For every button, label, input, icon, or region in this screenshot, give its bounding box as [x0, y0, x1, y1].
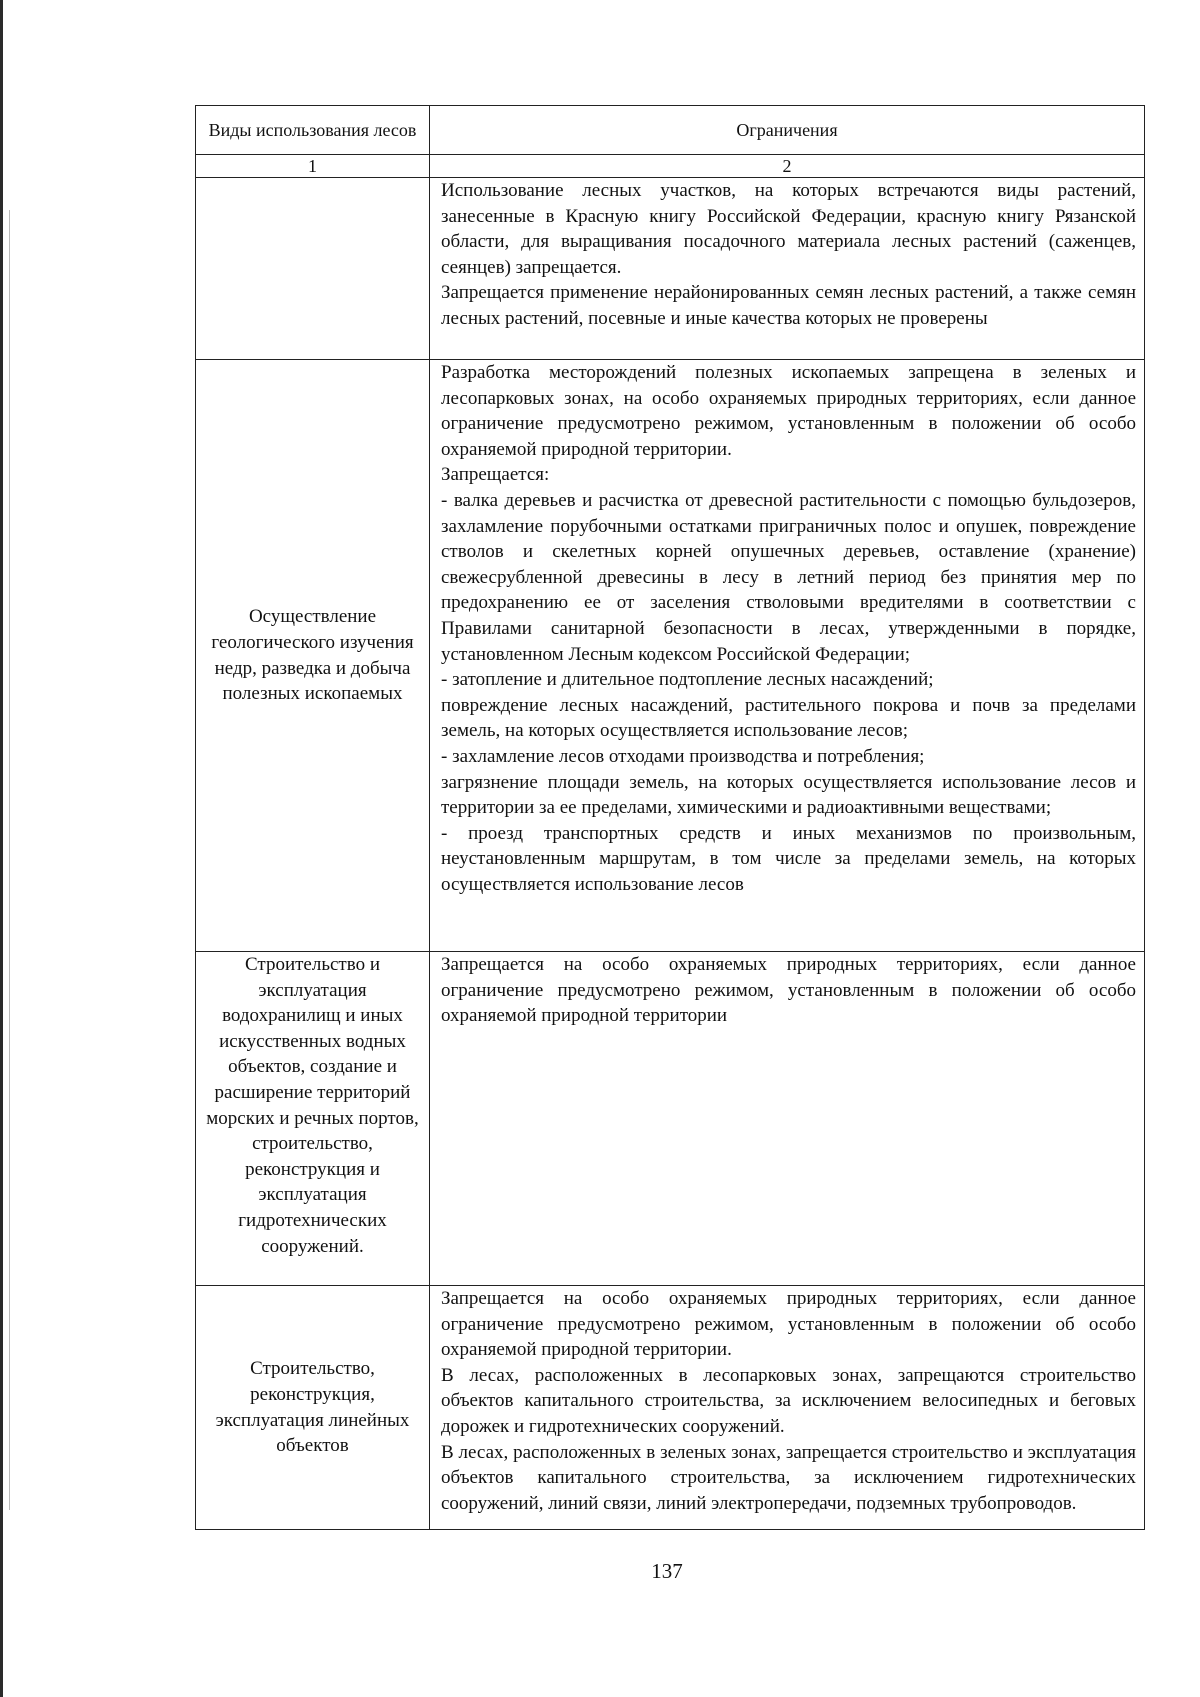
restriction-paragraph: Разработка месторождений полезных ископаемых запрещена в зеленых и лесопарковых зонах, на особо охраняемых природных территориях, если данное ограничение предусмотрено режимом, установленным в положении об особо охраняемой природной территории.	[441, 362, 1136, 460]
restrictions-cell	[430, 952, 1145, 1286]
table-row	[196, 1286, 1145, 1530]
table-row	[196, 360, 1145, 952]
table-row	[196, 952, 1145, 1286]
restrictions-cell	[430, 360, 1145, 952]
restriction-paragraph: - затопление и длительное подтопление лесных насаждений;	[441, 669, 934, 691]
restriction-paragraph: загрязнение площади земель, на которых осуществляется использование лесов и территории за ее пределами, химическими и радиоактивными веществами;	[441, 771, 1136, 819]
restrictions-cell	[430, 1286, 1145, 1530]
restriction-paragraph: Запрещается:	[441, 464, 550, 486]
restrictions-cell	[430, 178, 1145, 360]
restriction-paragraph: Использование лесных участков, на которых встречаются виды растений, занесенные в Красную книгу Российской Федерации, красную книгу Рязанской области, для выращивания посадочного материала лесных растений (саженцев, сеянцев) запрещается.	[441, 180, 1136, 278]
restriction-paragraph: - захламление лесов отходами производства и потребления;	[441, 745, 925, 767]
header-col1: Виды использования лесов	[196, 106, 430, 155]
restriction-paragraph: В лесах, расположенных в зеленых зонах, запрещается строительство и эксплуатация объектов капитального строительства, за исключением гидротехнических сооружений, линий связи, линий электропередачи, подземных трубопроводов.	[441, 1441, 1136, 1514]
use-type-cell	[196, 1286, 430, 1530]
restriction-paragraph: - проезд транспортных средств и иных механизмов по произвольным, неустановленным маршрутам, в том числе за пределами земель, на которых осуществляется использование лесов	[441, 822, 1136, 895]
use-type-cell	[196, 178, 430, 360]
header-col2: Ограничения	[430, 106, 1145, 155]
use-type-cell: Строительство и эксплуатация водохранилищ и иных искусственных водных объектов, создание и расширение территорий морских и речных портов, строительство, реконструкция и эксплуатация гидротехнических сооружений.	[196, 952, 430, 1286]
restriction-paragraph: Запрещается на особо охраняемых природных территориях, если данное ограничение предусмотрено режимом, установленным в положении об особо охраняемой природной территории.	[441, 1288, 1136, 1361]
restriction-paragraph: Запрещается на особо охраняемых природных территориях, если данное ограничение предусмотрено режимом, установленным в положении об особо охраняемой природной территории	[441, 954, 1136, 1027]
numbering-row	[196, 155, 1145, 178]
col1-number: 1	[196, 155, 430, 178]
restriction-paragraph: повреждение лесных насаждений, растительного покрова и почв за пределами земель, на которых осуществляется использование лесов;	[441, 694, 1136, 742]
header-row	[196, 106, 1145, 155]
table-row	[196, 178, 1145, 360]
restrictions-table	[195, 105, 1145, 1530]
scan-edge	[0, 0, 3, 1697]
page-number: 137	[651, 1559, 683, 1583]
use-type-cell	[196, 360, 430, 952]
use-type-text: Строительство, реконструкция, эксплуатация линейных объектов	[215, 1358, 410, 1457]
use-type-text: Осуществление геологического изучения недр, разведка и добыча полезных ископаемых	[211, 606, 414, 705]
scan-edge-shadow	[9, 210, 10, 1510]
restriction-paragraph: В лесах, расположенных в лесопарковых зонах, запрещаются строительство объектов капитального строительства, за исключением велосипедных и беговых дорожек и гидротехнических сооружений.	[441, 1364, 1136, 1437]
restriction-paragraph: Запрещается применение нерайонированных семян лесных растений, а также семян лесных растений, посевные и иные качества которых не проверены	[441, 282, 1136, 329]
col2-number: 2	[430, 155, 1145, 178]
restriction-paragraph: - валка деревьев и расчистка от древесной растительности с помощью бульдозеров, захламление порубочными остатками приграничных полос и опушек, повреждение стволов и скелетных корней опушечных деревьев, оставление (хранение) свежесрубленной древесины в лесу в летний период без принятия мер по предохранению ее от заселения стволовыми вредителями в соответствии с Правилами санитарной безопасности в лесах, утвержденными в порядке, установленном Лесным кодексом Российской Федерации;	[441, 489, 1136, 665]
